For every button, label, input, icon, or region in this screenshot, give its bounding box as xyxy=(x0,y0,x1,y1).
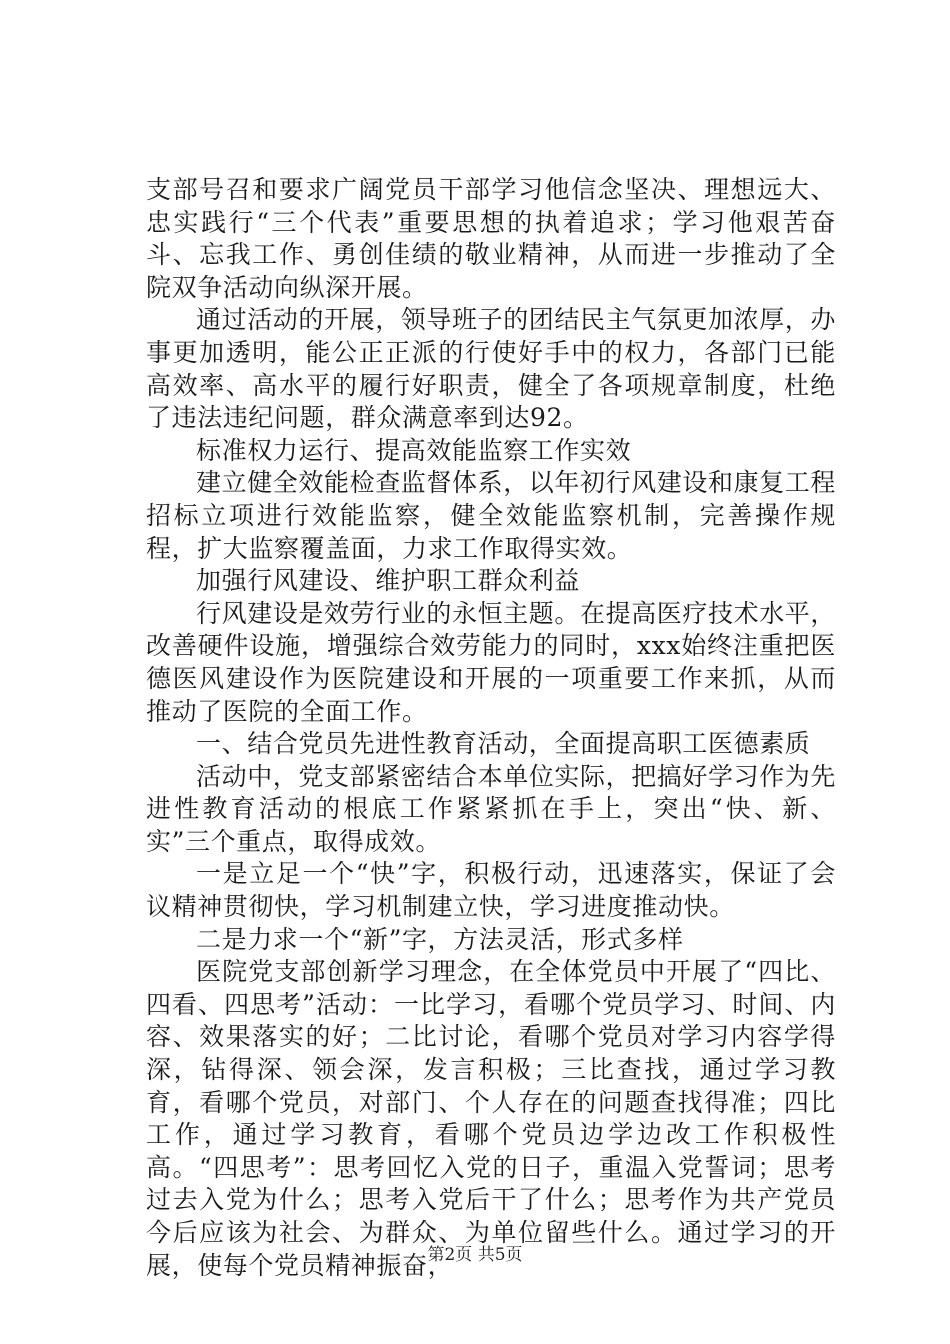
paragraph-2: 通过活动的开展，领导班子的团结民主气氛更加浓厚，办事更加透明，能公正正派的行使好手中的权力，各部门已能高效率、高水平的履行好职责，健全了各项规章制度，杜绝了违法违纪问题，群众满意率到达92。 xyxy=(146,305,837,433)
paragraph-1: 支部号召和要求广阔党员干部学习他信念坚决、理想远大、忠实践行“三个代表”重要思想的执着追求；学习他艰苦奋斗、忘我工作、勇创佳绩的敬业精神，从而进一步推动了全院双争活动向纵深开展。 xyxy=(146,175,836,302)
paragraph-8: 医院党支部创新学习理念，在全体党员中开展了“四比、四看、四思考”活动：一比学习，看哪个党员学习、时间、内容、效果落实的好；二比讨论，看哪个党员对学习内容学得深，钻得深、领会深，发言积极；三比查找，通过学习教育，看哪个党员，对部门、个人存在的问题查找得准；四比工作，通过学习教育，看哪个党员边学边改工作积极性高。“四思考”：思考回忆入党的日子，重温入党誓词；思考过去入党为什么；思考入党后干了什么；思考作为共产党员今后应该为社会、为群众、为单位留些什么。通过学习的开展，使每个党员精神振奋， xyxy=(146,957,836,1280)
paragraph-5: 活动中，党支部紧密结合本单位实际，把搞好学习作为先进性教育活动的根底工作紧紧抓在手上，突出“快、新、实”三个重点，取得成效。 xyxy=(146,761,837,856)
paragraph-7: 二是力求一个“新”字，方法灵活，形式多样 xyxy=(196,924,684,954)
paragraph-4: 行风建设是效劳行业的永恒主题。在提高医疗技术水平，改善硬件设施，增强综合效劳能力的同时，xxx始终注重把医德医风建设作为医院建设和开展的一项重要工作来抓，从而推动了医院的全面工作。 xyxy=(146,598,837,726)
paragraph-3: 建立健全效能检查监督体系，以年初行风建设和康复工程招标立项进行效能监察，健全效能监察机制，完善操作规程，扩大监察覆盖面，力求工作取得实效。 xyxy=(146,468,837,563)
document-body xyxy=(146,174,836,1282)
paragraph-6: 一是立足一个“快”字，积极行动，迅速落实，保证了会议精神贯彻快，学习机制建立快，学习进度推动快。 xyxy=(146,859,836,922)
page-number-footer: 第2页 共5页 xyxy=(427,1245,523,1265)
section-heading-3: 一、结合党员先进性教育活动，全面提高职工医德素质 xyxy=(196,729,811,759)
section-heading-1: 标准权力运行、提高效能监察工作实效 xyxy=(196,435,632,465)
section-heading-2: 加强行风建设、维护职工群众利益 xyxy=(196,566,581,596)
